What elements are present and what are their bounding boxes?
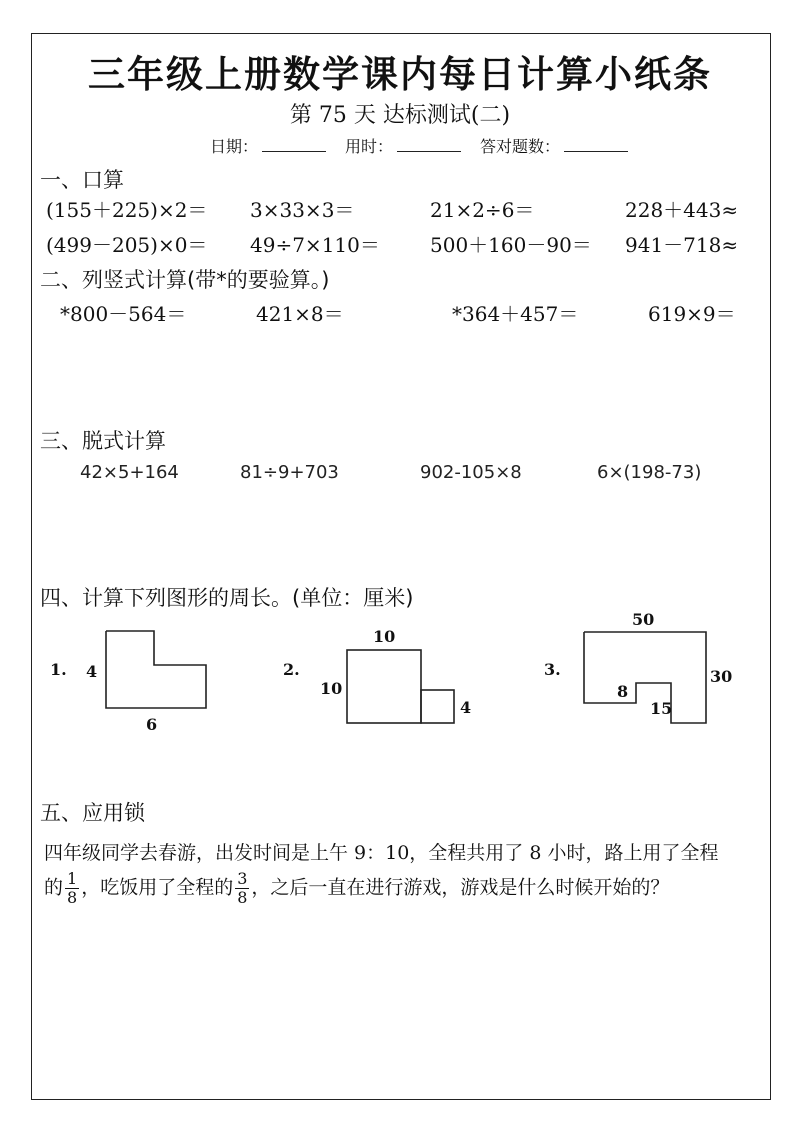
- vertical-calc-item: *364＋457＝: [452, 302, 579, 326]
- word-problem-part-c: ，之后一直在进行游戏，游戏是什么时候开始的？: [251, 876, 670, 899]
- word-problem-line2: [44, 870, 669, 907]
- figure3-label-notch-bottom: 15: [650, 699, 673, 718]
- page-subtitle: 第 75 天 达标测试(二): [289, 103, 511, 128]
- fraction-one-eighth: [65, 870, 79, 907]
- fraction-denominator: 8: [67, 888, 78, 907]
- section3-heading: 三、脱式计算: [40, 429, 166, 453]
- figure1-label-left: 4: [86, 662, 98, 681]
- figure2-small-square: [421, 690, 454, 723]
- figure2-large-square: [347, 650, 421, 723]
- word-problem-part-b: ，吃饭用了全程的: [81, 876, 234, 899]
- fraction-numerator: 1: [67, 869, 78, 888]
- figure1-number: 1.: [50, 660, 67, 679]
- figure1-shape: [106, 631, 206, 708]
- fraction-three-eighths: [235, 870, 249, 907]
- figure3-number: 3.: [544, 660, 561, 679]
- section1-heading: 一、口算: [40, 168, 124, 192]
- fraction-numerator: 3: [237, 869, 248, 888]
- vertical-calc-item: 619×9＝: [648, 302, 736, 326]
- word-problem-line1: 四年级同学去春游，出发时间是上午 9：10，全程共用了 8 小时，路上用了全程: [44, 842, 719, 864]
- oral-item: (155＋225)×2＝: [46, 198, 208, 222]
- word-problem-part-a: 的: [44, 876, 64, 899]
- figure2-number: 2.: [283, 660, 300, 679]
- section4-heading: 四、计算下列图形的周长。(单位：厘米): [40, 586, 414, 610]
- section2-heading: 二、列竖式计算(带*的要验算。): [40, 268, 330, 292]
- score-label: 答对题数：: [480, 137, 561, 156]
- fraction-denominator: 8: [237, 888, 248, 907]
- figure1-label-bottom: 6: [146, 715, 158, 734]
- oral-item: 3×33×3＝: [250, 198, 355, 222]
- oral-item: 500＋160－90＝: [430, 233, 592, 257]
- oral-item: 941－718≈: [625, 233, 739, 257]
- figure3-label-top: 50: [632, 610, 655, 629]
- date-label: 日期：: [210, 137, 259, 156]
- page-title: 三年级上册数学课内每日计算小纸条: [88, 53, 712, 96]
- oral-item: 228＋443≈: [625, 198, 739, 222]
- oral-item: 21×2÷6＝: [430, 198, 535, 222]
- oral-item: (499－205)×0＝: [46, 233, 208, 257]
- step-calc-item: 42×5+164: [80, 462, 179, 483]
- time-label: 用时：: [345, 137, 394, 156]
- step-calc-item: 902-105×8: [420, 462, 522, 483]
- figure3-shape: [584, 632, 706, 723]
- vertical-calc-item: 421×8＝: [256, 302, 344, 326]
- figure2-label-top: 10: [373, 627, 396, 646]
- oral-item: 49÷7×110＝: [250, 233, 380, 257]
- step-calc-item: 81÷9+703: [240, 462, 339, 483]
- figure2-label-right: 4: [460, 698, 472, 717]
- vertical-calc-item: *800－564＝: [60, 302, 187, 326]
- figure3-label-right: 30: [710, 667, 733, 686]
- figure2-label-left: 10: [320, 679, 343, 698]
- step-calc-item: 6×(198-73): [597, 462, 702, 483]
- figure3-label-notch-left: 8: [617, 682, 629, 701]
- section5-heading: 五、应用锁: [40, 801, 145, 825]
